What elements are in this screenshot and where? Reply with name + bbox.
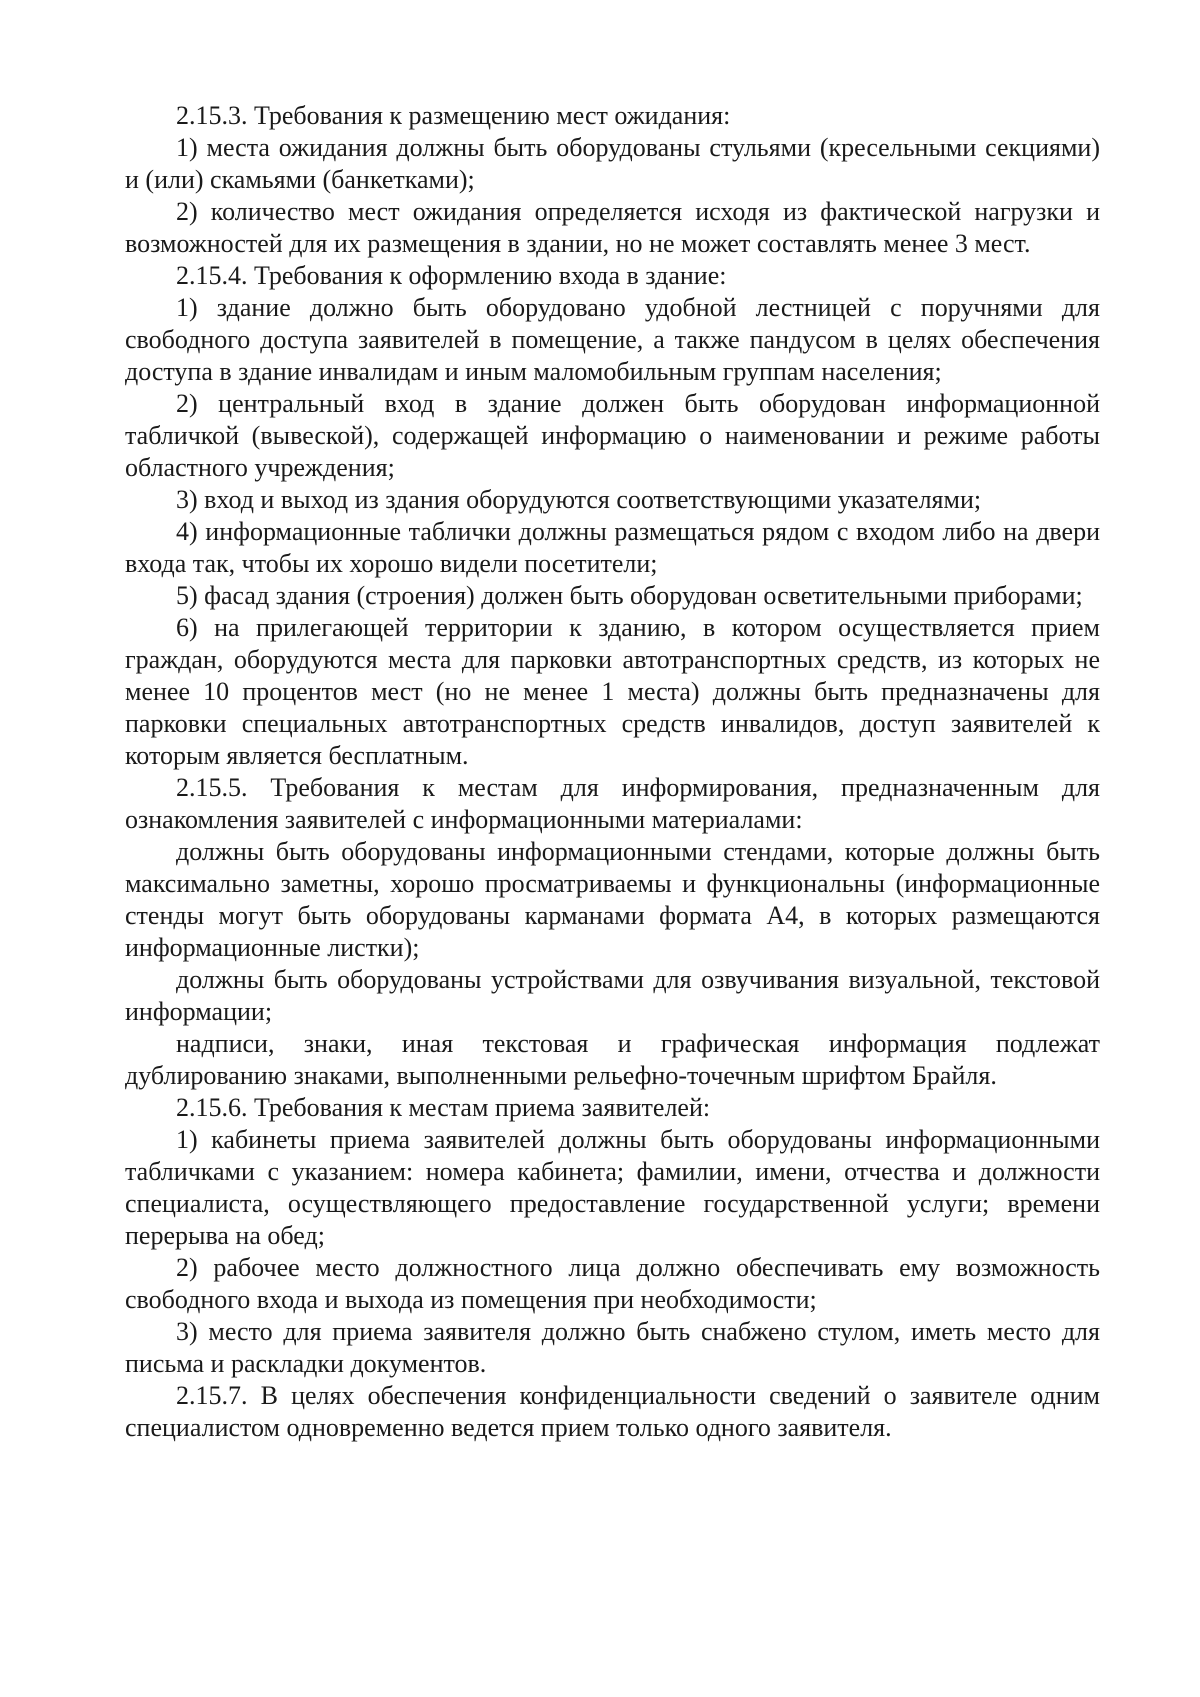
waiting-places-item-1: 1) места ожидания должны быть оборудованы стульями (кресельными секциями) и (или) скамьями (банкетками); bbox=[125, 133, 1100, 194]
section-2-15-4-heading: 2.15.4. Требования к оформлению входа в здание: bbox=[176, 261, 727, 290]
reception-item-3: 3) место для приема заявителя должно быть снабжено стулом, иметь место для письма и раскладки документов. bbox=[125, 1317, 1100, 1378]
section-2-15-7-paragraph: 2.15.7. В целях обеспечения конфиденциальности сведений о заявителе одним специалистом одновременно ведется прием только одного заявителя. bbox=[125, 1381, 1100, 1442]
section-2-15-5-heading: 2.15.5. Требования к местам для информирования, предназначенным для ознакомления заявителей с информационными материалами: bbox=[125, 773, 1100, 834]
entrance-item-4: 4) информационные таблички должны размещаться рядом с входом либо на двери входа так, чтобы их хорошо видели посетители; bbox=[125, 517, 1100, 578]
entrance-item-6: 6) на прилегающей территории к зданию, в котором осуществляется прием граждан, оборудуются места для парковки автотранспортных средств, из которых не менее 10 процентов мест (но не менее 1 места) должны быть предназначены для парковки специальных автотранспортных средств инвалидов, доступ заявителей к которым является бесплатным. bbox=[125, 613, 1100, 770]
entrance-item-5: 5) фасад здания (строения) должен быть оборудован осветительными приборами; bbox=[176, 581, 1083, 610]
entrance-item-1: 1) здание должно быть оборудовано удобной лестницей с поручнями для свободного доступа заявителей в помещение, а также пандусом в целях обеспечения доступа в здание инвалидам и иным маломобильным группам населения; bbox=[125, 293, 1100, 386]
entrance-item-3: 3) вход и выход из здания оборудуются соответствующими указателями; bbox=[176, 485, 982, 514]
info-places-item-2: должны быть оборудованы устройствами для озвучивания визуальной, текстовой информации; bbox=[125, 965, 1100, 1026]
reception-item-1: 1) кабинеты приема заявителей должны быть оборудованы информационными табличками с указанием: номера кабинета; фамилии, имени, отчества и должности специалиста, осуществляющего предоставление государственной услуги; времени перерыва на обед; bbox=[125, 1125, 1100, 1250]
section-2-15-6-heading: 2.15.6. Требования к местам приема заявителей: bbox=[176, 1093, 711, 1122]
info-places-item-3: надписи, знаки, иная текстовая и графическая информация подлежат дублированию знаками, выполненными рельефно-точечным шрифтом Брайля. bbox=[125, 1029, 1100, 1090]
info-places-item-1: должны быть оборудованы информационными стендами, которые должны быть максимально заметны, хорошо просматриваемы и функциональны (информационные стенды могут быть оборудованы карманами формата А4, в которых размещаются информационные листки); bbox=[125, 837, 1100, 962]
waiting-places-item-2: 2) количество мест ожидания определяется исходя из фактической нагрузки и возможностей для их размещения в здании, но не может составлять менее 3 мест. bbox=[125, 197, 1100, 258]
reception-item-2: 2) рабочее место должностного лица должно обеспечивать ему возможность свободного входа и выхода из помещения при необходимости; bbox=[125, 1253, 1100, 1314]
document-page bbox=[125, 100, 1100, 1444]
section-2-15-3-heading: 2.15.3. Требования к размещению мест ожидания: bbox=[176, 101, 731, 130]
entrance-item-2: 2) центральный вход в здание должен быть оборудован информационной табличкой (вывеской), содержащей информацию о наименовании и режиме работы областного учреждения; bbox=[125, 389, 1100, 482]
